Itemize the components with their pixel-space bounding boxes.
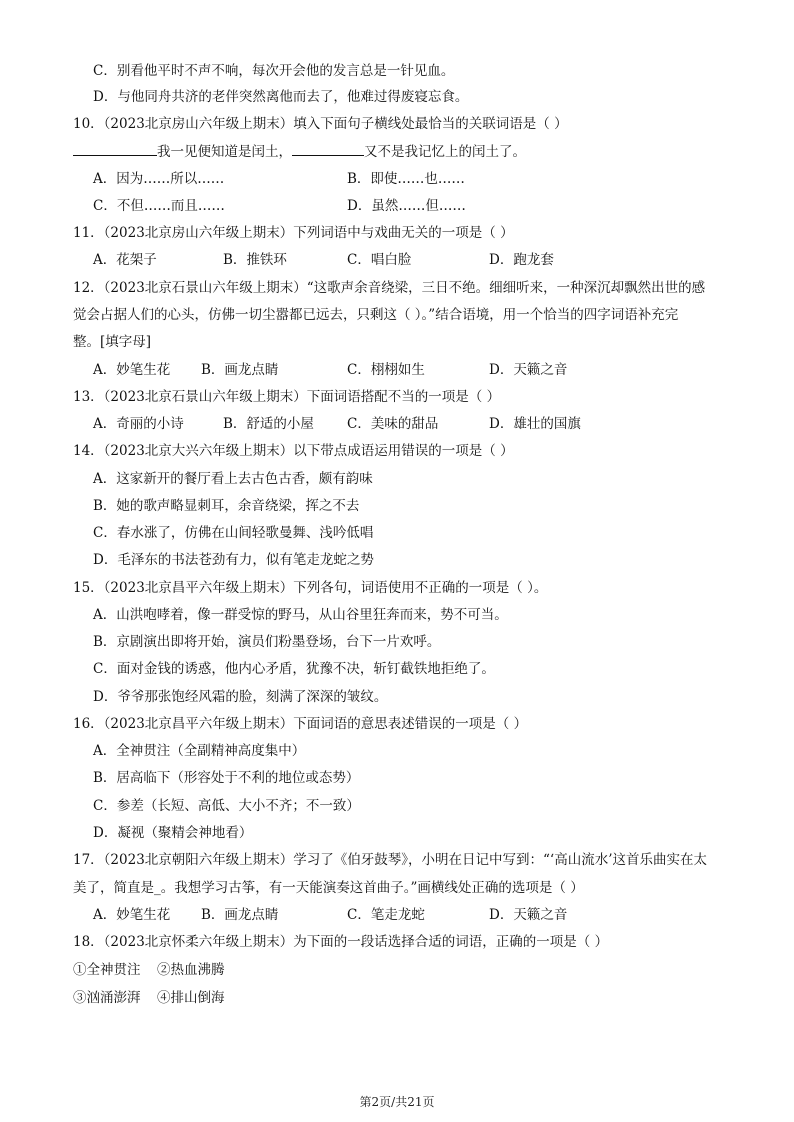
question-18-word-1: ①全神贯注 xyxy=(73,962,141,978)
question-14-option-c[interactable]: C．春水涨了，仿佛在山间轻歌曼舞、浅吟低唱 xyxy=(93,525,374,541)
page-footer: 第2页/共21页 xyxy=(359,1095,435,1109)
question-13-option-d[interactable]: D．雄壮的国旗 xyxy=(489,416,581,432)
question-18-word-2: ②热血沸腾 xyxy=(157,962,225,978)
question-10-option-c[interactable]: C．不但……而且…… xyxy=(93,198,225,214)
sentence-part-1: 我一见便知道是闰土， xyxy=(157,144,292,160)
question-11-option-a[interactable]: A．花架子 xyxy=(93,252,157,268)
question-16-option-d[interactable]: D．凝视（聚精会神地看） xyxy=(93,825,253,841)
question-10-options-row-2 xyxy=(93,196,753,216)
question-15-option-d[interactable]: D．爷爷那张饱经风霜的脸，刻满了深深的皱纹。 xyxy=(93,689,388,705)
question-12-stem-line-2: 觉会占据人们的心头，仿佛一切尘嚣都已远去，只剩这（ ）。”结合语境，用一个恰当的四字词语补充完 xyxy=(73,307,679,323)
question-11-options xyxy=(93,250,753,270)
question-13-options xyxy=(93,414,753,434)
question-17-option-a[interactable]: A．妙笔生花 xyxy=(93,907,171,923)
question-16-option-b[interactable]: B．居高临下（形容处于不利的地位或态势） xyxy=(93,770,360,786)
question-12-stem: 12．（2023北京石景山六年级上期末）“这歌声余音绕梁，三日不绝。细细听来，一种深沉却飘然出世的感 xyxy=(73,280,706,296)
prev-option-c: C．别看他平时不声不响，每次开会他的发言总是一针见血。 xyxy=(93,63,455,79)
question-14-option-a[interactable]: A．这家新开的餐厅看上去古色古香，颇有韵味 xyxy=(93,471,373,487)
question-11-stem: 11．（2023北京房山六年级上期末）下列词语中与戏曲无关的一项是（ ） xyxy=(73,225,514,241)
question-10-options-row-1 xyxy=(93,169,753,189)
question-17-option-d[interactable]: D．天籁之音 xyxy=(489,907,568,923)
question-17-option-b[interactable]: B．画龙点睛 xyxy=(201,907,279,923)
question-17-option-c[interactable]: C．笔走龙蛇 xyxy=(347,907,425,923)
question-11-option-d[interactable]: D．跑龙套 xyxy=(489,252,554,268)
question-14-option-b[interactable]: B．她的歌声略显刺耳，余音绕梁，挥之不去 xyxy=(93,498,360,514)
question-14-stem: 14．（2023北京大兴六年级上期末）以下带点成语运用错误的一项是（ ） xyxy=(73,443,514,459)
question-18-stem: 18．（2023北京怀柔六年级上期末）为下面的一段话选择合适的词语，正确的一项是（ ） xyxy=(73,934,609,950)
question-14-option-d[interactable]: D．毛泽东的书法苍劲有力，似有笔走龙蛇之势 xyxy=(93,552,374,568)
question-17-stem-line-2: 美了，简直是_。我想学习古筝，有一天能演奏这首曲子。”画横线处正确的选项是（ ） xyxy=(73,880,584,896)
prev-option-d: D．与他同舟共济的老伴突然离他而去了，他难过得废寝忘食。 xyxy=(93,89,469,105)
question-15-option-b[interactable]: B．京剧演出即将开始，演员们粉墨登场，台下一片欢呼。 xyxy=(93,634,441,650)
question-13-option-b[interactable]: B．舒适的小屋 xyxy=(223,416,314,432)
question-15-option-c[interactable]: C．面对金钱的诱惑，他内心矛盾，犹豫不决，斩钉截铁地拒绝了。 xyxy=(93,661,495,677)
question-12-option-a[interactable]: A．妙笔生花 xyxy=(93,362,171,378)
question-12-option-c[interactable]: C．栩栩如生 xyxy=(347,362,425,378)
question-11-option-b[interactable]: B．推铁环 xyxy=(223,252,287,268)
question-18-word-3: ③汹涌澎湃 xyxy=(73,990,141,1006)
question-10-option-b[interactable]: B．即使……也…… xyxy=(347,171,465,187)
sentence-part-2: 又不是我记忆上的闰土了。 xyxy=(364,144,526,160)
question-13-stem: 13．（2023北京石景山六年级上期末）下面词语搭配不当的一项是（ ） xyxy=(73,389,501,405)
question-12-stem-line-3: 整。[填字母] xyxy=(73,334,152,350)
question-16-option-c[interactable]: C．参差（长短、高低、大小不齐；不一致） xyxy=(93,798,360,814)
question-10-sentence xyxy=(73,141,733,162)
question-16-stem: 16．（2023北京昌平六年级上期末）下面词语的意思表述错误的一项是（ ） xyxy=(73,716,528,732)
question-10-option-a[interactable]: A．因为……所以…… xyxy=(93,171,225,187)
blank-1 xyxy=(73,141,157,156)
question-10-option-d[interactable]: D．虽然……但…… xyxy=(347,198,466,214)
question-12-option-d[interactable]: D．天籁之音 xyxy=(489,362,568,378)
question-12-options xyxy=(93,360,753,380)
question-15-option-a[interactable]: A．山洪咆哮着，像一群受惊的野马，从山谷里狂奔而来，势不可当。 xyxy=(93,607,508,623)
question-18-words-row-2 xyxy=(73,988,733,1008)
question-13-option-c[interactable]: C．美味的甜品 xyxy=(347,416,439,432)
question-17-stem: 17．（2023北京朝阳六年级上期末）学习了《伯牙鼓琴》，小明在日记中写到：“‘高山流水’这首乐曲实在太 xyxy=(73,852,708,868)
blank-2 xyxy=(292,141,364,156)
question-15-stem: 15．（2023北京昌平六年级上期末）下列各句，词语使用不正确的一项是（ ）。 xyxy=(73,580,548,596)
question-11-option-c[interactable]: C．唱白脸 xyxy=(347,252,412,268)
question-18-word-4: ④排山倒海 xyxy=(157,990,225,1006)
question-17-options xyxy=(93,905,753,925)
question-13-option-a[interactable]: A．奇丽的小诗 xyxy=(93,416,184,432)
question-16-option-a[interactable]: A．全神贯注（全副精神高度集中） xyxy=(93,743,306,759)
question-18-words-row-1 xyxy=(73,960,733,980)
question-12-option-b[interactable]: B．画龙点睛 xyxy=(201,362,279,378)
question-10-stem: 10．（2023北京房山六年级上期末）填入下面句子横线处最恰当的关联词语是（ ） xyxy=(73,116,568,132)
